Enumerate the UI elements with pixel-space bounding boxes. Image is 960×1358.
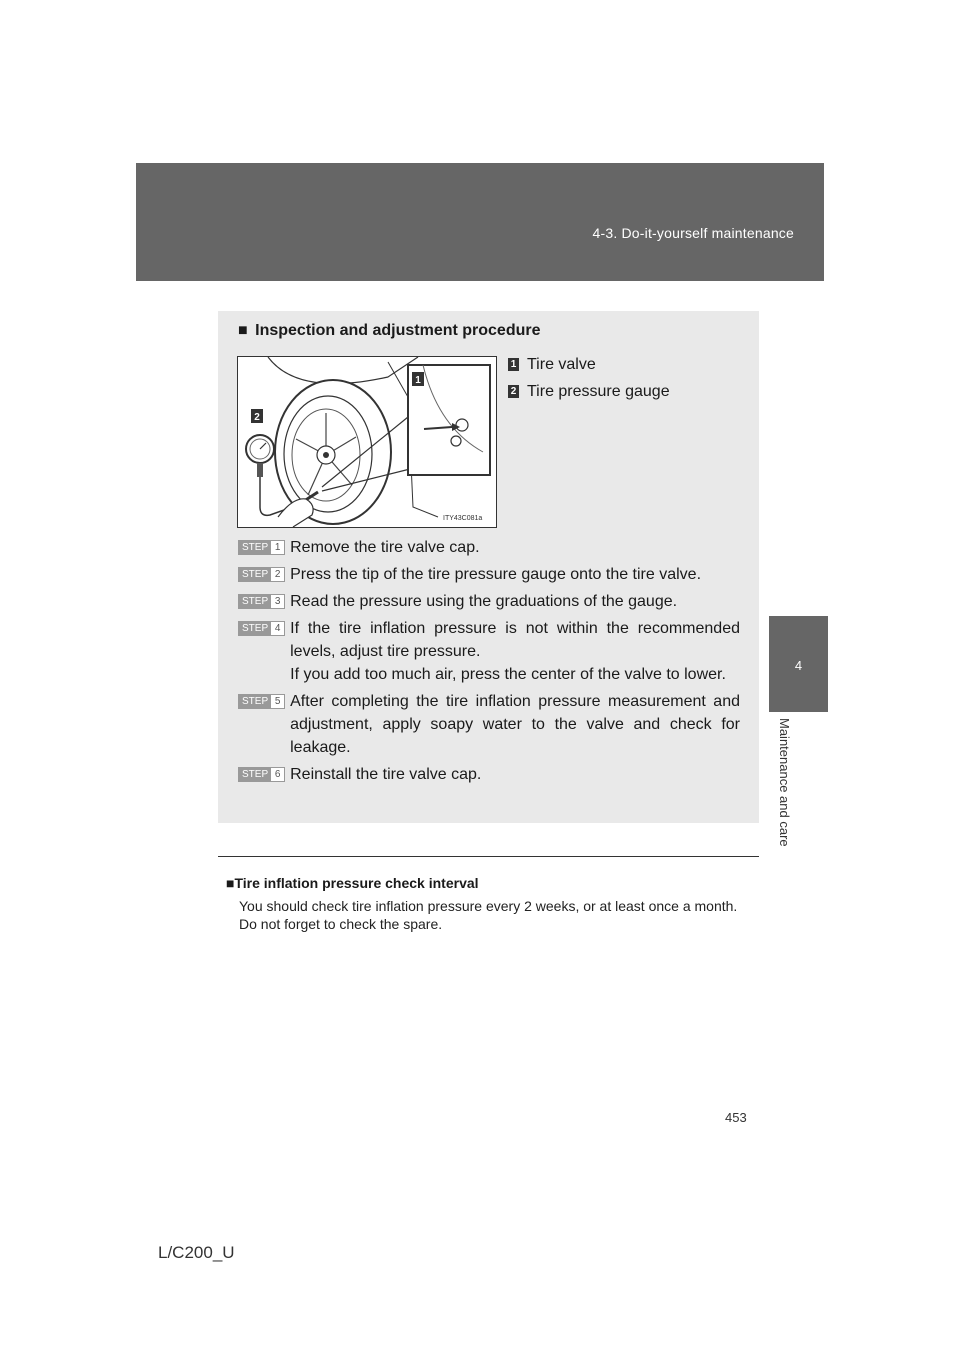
illustration-legend [508,351,670,405]
step-badge [238,694,285,709]
figure-code: ITY43C081a [443,515,483,522]
header-band [136,163,824,281]
step-badge [238,540,285,555]
section-divider [218,856,759,857]
step-number: 4 [271,622,284,635]
step-word: STEP [239,622,271,635]
legend-item [508,351,670,378]
note-line: Do not forget to check the spare. [239,916,443,932]
tire-gauge-illustration [237,356,497,528]
page-number: 453 [725,1110,747,1125]
note-line: You should check tire inflation pressure every 2 weeks, or at least once a month. [239,898,738,914]
step-badge [238,594,285,609]
section-title: 4-3. Do-it-yourself maintenance [592,225,794,241]
note-heading-text: Tire inflation pressure check interval [234,875,479,891]
svg-text:1: 1 [415,375,421,386]
legend-item [508,378,670,405]
step-number: 1 [271,541,284,554]
step-text-block [290,617,740,686]
step-badge [238,767,285,782]
procedure-heading-text: Inspection and adjustment procedure [255,322,541,339]
procedure-box [218,311,759,823]
step-text: If the tire inflation pressure is not within the recommended levels, adjust tire pressure. [290,620,740,660]
step-badge [238,621,285,636]
step-number: 6 [271,768,284,781]
step-word: STEP [239,595,271,608]
document-code: L/C200_U [158,1243,235,1262]
note-body [239,897,759,933]
step-text: Reinstall the tire valve cap. [290,766,482,783]
legend-number: 1 [508,358,519,371]
legend-number: 2 [508,385,519,398]
step-word: STEP [239,768,271,781]
step-word: STEP [239,695,271,708]
step-item [238,617,740,686]
step-text: Read the pressure using the graduations of the gauge. [290,593,678,610]
chapter-number: 4 [794,658,803,673]
step-item [238,536,740,559]
step-text: After completing the tire inflation pressure measurement and adjustment, apply soapy water to the valve and check for leakage. [290,693,740,756]
step-number: 2 [271,568,284,581]
svg-text:2: 2 [254,412,260,423]
chapter-tab [769,616,828,712]
step-word: STEP [239,568,271,581]
step-item [238,590,740,613]
procedure-heading [238,322,541,340]
step-word: STEP [239,541,271,554]
step-item [238,690,740,759]
chapter-label: Maintenance and care [777,718,792,847]
note-marker: ■ [226,875,235,891]
steps-list [238,536,740,790]
legend-label: Tire pressure gauge [527,382,670,400]
note-heading [226,875,479,891]
heading-marker: ■ [238,322,248,339]
step-item [238,563,740,586]
legend-label: Tire valve [527,355,596,373]
step-item [238,763,740,786]
step-number: 3 [271,595,284,608]
step-text-continued: If you add too much air, press the center of the valve to lower. [290,666,726,683]
step-badge [238,567,285,582]
tire-illustration-drawing [238,357,496,527]
step-text: Press the tip of the tire pressure gauge onto the tire valve. [290,566,702,583]
step-text: Remove the tire valve cap. [290,539,480,556]
step-number: 5 [271,695,284,708]
